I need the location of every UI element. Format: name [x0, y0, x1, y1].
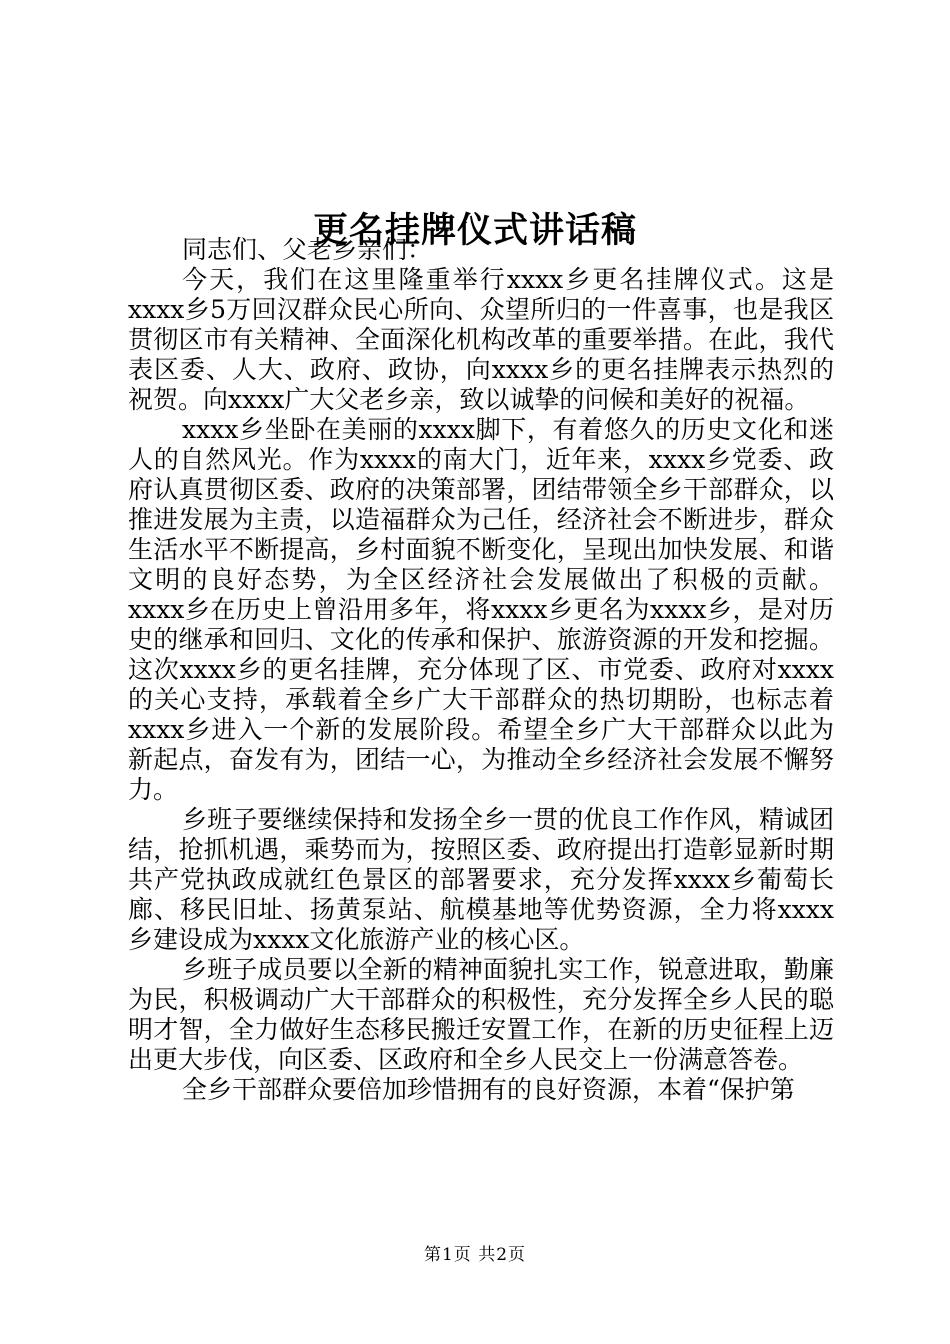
paragraph-4: 乡班子成员要以全新的精神面貌扎实工作，锐意进取，勤廉为民，积极调动广大干部群众的积极性，充分发挥全乡人民的聪明才智，全力做好生态移民搬迁安置工作，在新的历史征程上迈出更大步伐，向区委、区政府和全乡人民交上一份满意答卷。: [128, 955, 834, 1074]
page-footer: 第1页 共2页: [423, 1245, 527, 1265]
paragraph-1: 今天，我们在这里隆重举行xxxx乡更名挂牌仪式。这是xxxx乡5万回汉群众民心所向、众望所归的一件喜事，也是我区贯彻区市有关精神、全面深化机构改革的重要举措。在此，我代表区委、人大、政府、政协，向xxxx乡的更名挂牌表示热烈的祝贺。向xxxx广大父老乡亲，致以诚挚的问候和美好的祝福。: [128, 265, 834, 414]
paragraph-5: 全乡干部群众要倍加珍惜拥有的良好资源，本着“保护第: [182, 1075, 795, 1104]
document-title: 更名挂牌仪式讲话稿: [312, 210, 637, 252]
document-body: [128, 235, 834, 1105]
paragraph-3: 乡班子要继续保持和发扬全乡一贯的优良工作作风，精诚团结，抢抓机遇，乘势而为，按照区委、政府提出打造彰显新时期共产党执政成就红色景区的部署要求，充分发挥xxxx乡葡萄长廊、移民旧址、扬黄泵站、航模基地等优势资源，全力将xxxx乡建设成为xxxx文化旅游产业的核心区。: [128, 805, 834, 954]
salutation: 同志们、父老乡亲们：: [182, 235, 433, 264]
paragraph-2: xxxx乡坐卧在美丽的xxxx脚下，有着悠久的历史文化和迷人的自然风光。作为xxxx的南大门，近年来，xxxx乡党委、政府认真贯彻区委、政府的决策部署，团结带领全乡干部群众，以推进发展为主责，以造福群众为己任，经济社会不断进步，群众生活水平不断提高，乡村面貌不断变化，呈现出加快发展、和谐文明的良好态势，为全区经济社会发展做出了积极的贡献。xxxx乡在历史上曾沿用多年，将xxxx乡更名为xxxx乡，是对历史的继承和回归、文化的传承和保护、旅游资源的开发和挖掘。这次xxxx乡的更名挂牌，充分体现了区、市党委、政府对xxxx的关心支持，承载着全乡广大干部群众的热切期盼，也标志着xxxx乡进入一个新的发展阶段。希望全乡广大干部群众以此为新起点，奋发有为，团结一心，为推动全乡经济社会发展不懈努力。: [128, 415, 834, 804]
